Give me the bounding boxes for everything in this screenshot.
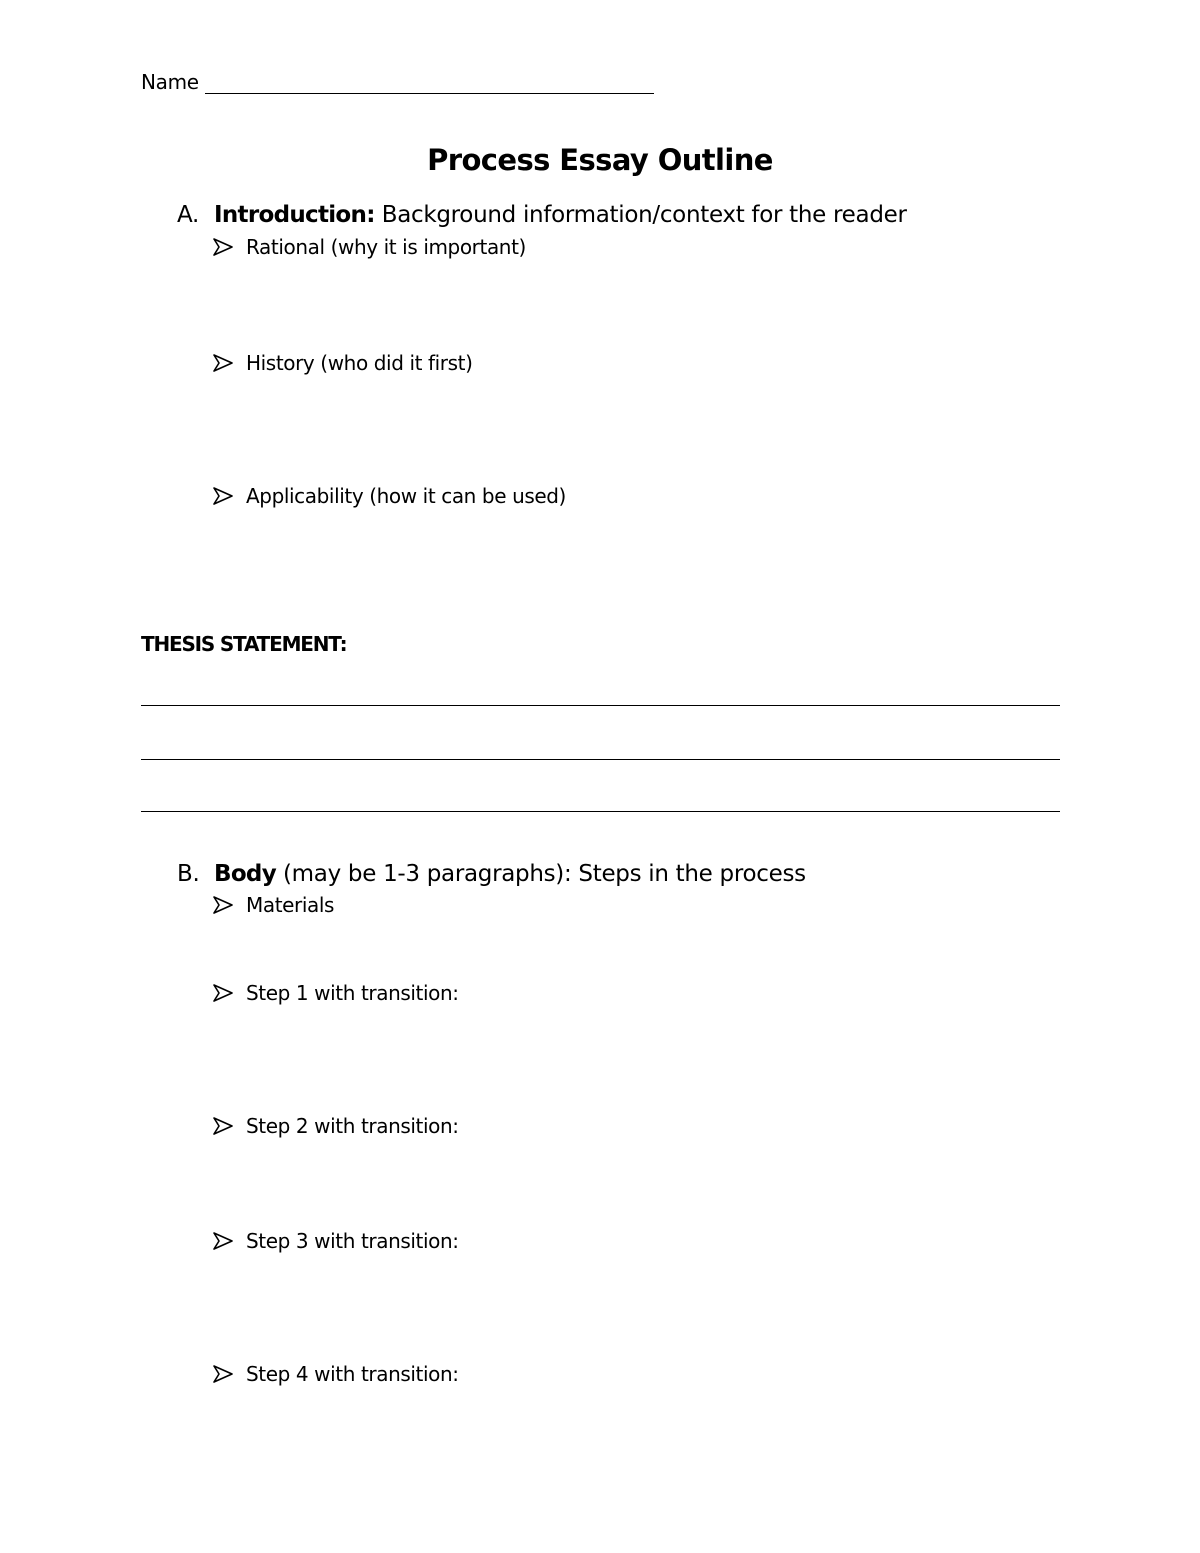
list-item [213,235,526,259]
arrowhead-bullet-icon [213,354,233,372]
name-field-line[interactable] [205,73,654,94]
page-title: Process Essay Outline [427,143,773,177]
arrowhead-bullet-icon [213,487,233,505]
section-a-title: Introduction: [214,202,375,228]
arrowhead-bullet-icon [213,984,233,1002]
section-b-marker: B. [177,861,200,887]
list-item [213,1114,459,1138]
list-item [213,1229,459,1253]
section-b-description: (may be 1-3 paragraphs): Steps in the process [276,861,806,887]
section-a-heading [177,202,907,228]
bullet-text: Step 2 with transition: [246,1114,459,1138]
section-b-heading [177,861,806,887]
list-item [213,351,473,375]
bullet-text: Step 1 with transition: [246,981,459,1005]
bullet-text: Applicability (how it can be used) [246,484,566,508]
bullet-text: Step 3 with transition: [246,1229,459,1253]
thesis-line[interactable] [141,705,1060,706]
name-row [141,70,654,94]
bullet-text: Materials [246,893,335,917]
section-a-description: Background information/context for the reader [374,202,907,228]
thesis-statement-label: THESIS STATEMENT: [141,632,347,656]
section-a-marker: A. [177,202,200,228]
list-item [213,893,334,917]
name-label: Name [141,70,199,94]
arrowhead-bullet-icon [213,1117,233,1135]
list-item [213,1362,459,1386]
arrowhead-bullet-icon [213,238,233,256]
thesis-line[interactable] [141,759,1060,760]
arrowhead-bullet-icon [213,1365,233,1383]
arrowhead-bullet-icon [213,896,233,914]
bullet-text: History (who did it first) [246,351,473,375]
bullet-text: Step 4 with transition: [246,1362,459,1386]
thesis-line[interactable] [141,811,1060,812]
list-item [213,981,459,1005]
arrowhead-bullet-icon [213,1232,233,1250]
bullet-text: Rational (why it is important) [246,235,526,259]
section-b-title: Body [214,861,276,887]
list-item [213,484,566,508]
